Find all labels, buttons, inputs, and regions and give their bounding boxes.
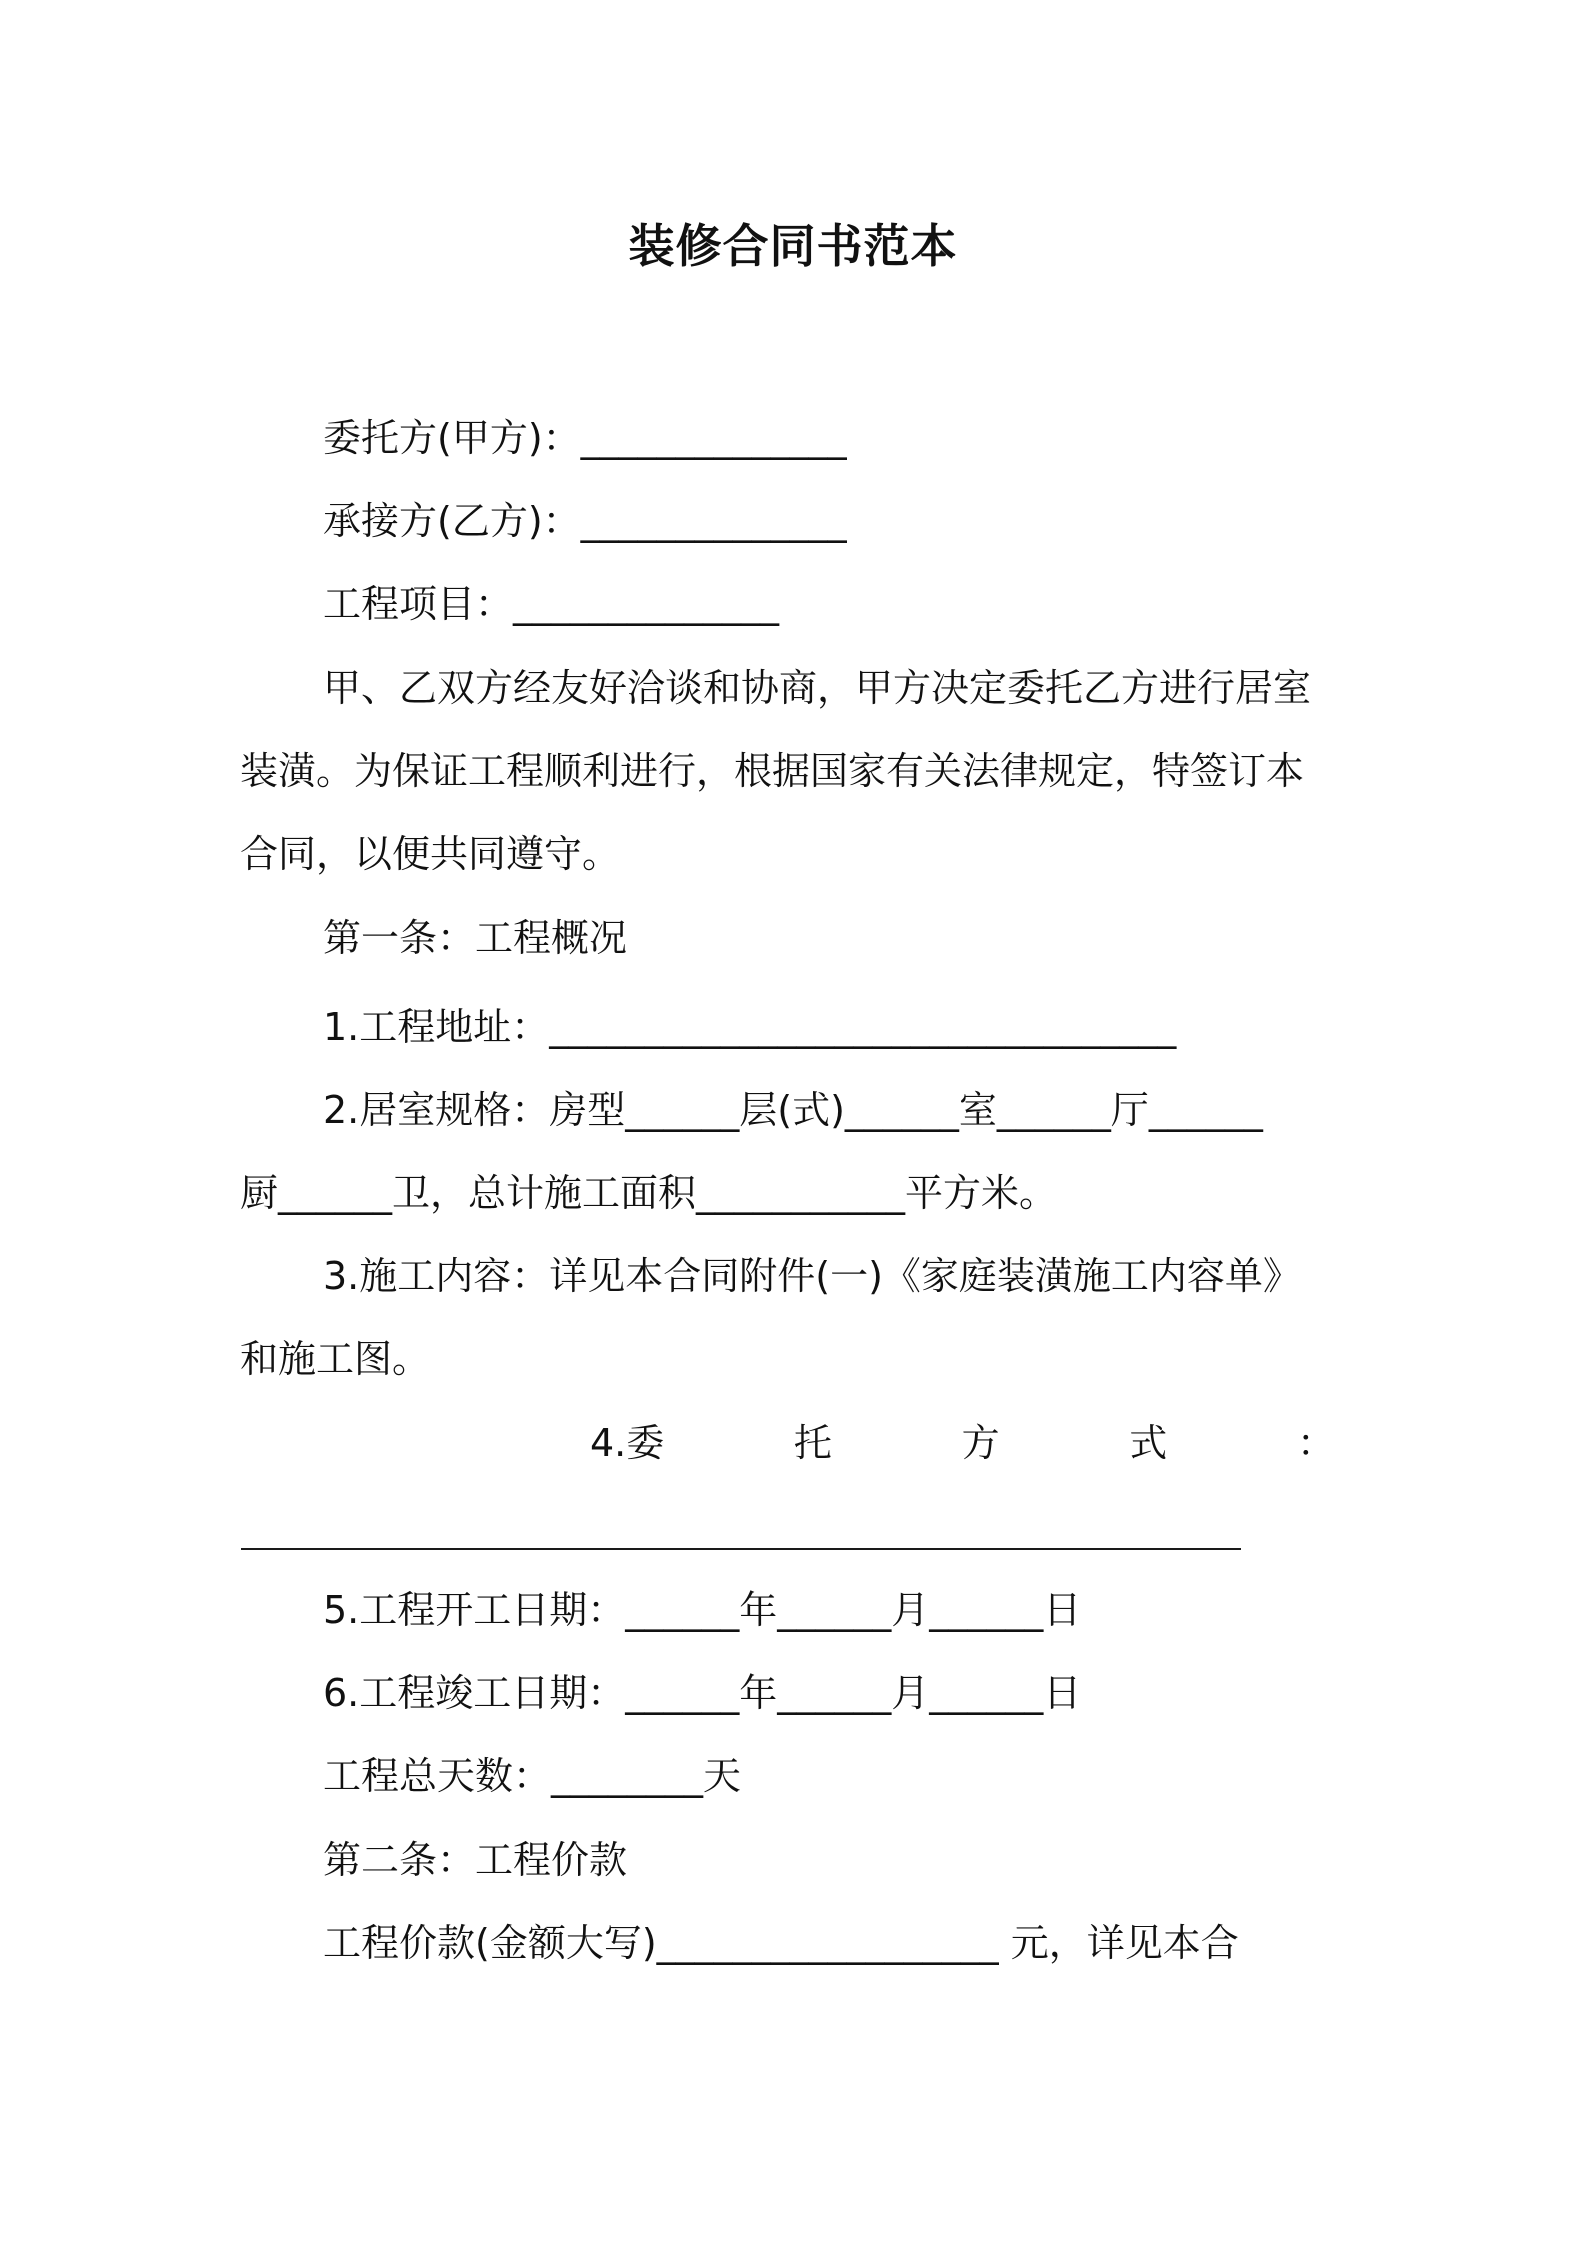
start-date-line: 5.工程开工日期：______年______月______日 xyxy=(323,1588,1082,1632)
commission-method-part: 托 xyxy=(793,1421,832,1465)
project-address-line: 1.工程地址：_________________________________ xyxy=(323,1005,1177,1049)
project-line: 工程项目：______________ xyxy=(323,582,780,626)
preamble-line-1: 甲、乙双方经友好洽谈和协商，甲方决定委托乙方进行居室 xyxy=(323,666,1312,710)
preamble-line-2: 装潢。为保证工程顺利进行，根据国家有关法律规定，特签订本 xyxy=(240,749,1305,793)
article-2-heading: 第二条：工程价款 xyxy=(323,1838,628,1882)
commission-method-part: 方 xyxy=(961,1421,1000,1465)
room-spec-line-1: 2.居室规格：房型______层(式)______室______厅______ xyxy=(323,1088,1263,1132)
completion-date-line: 6.工程竣工日期：______年______月______日 xyxy=(323,1671,1082,1715)
commission-method-part: 式 xyxy=(1129,1421,1168,1465)
contractor-party-line: 承接方(乙方)：______________ xyxy=(323,499,847,543)
total-days-line: 工程总天数：________天 xyxy=(323,1754,742,1798)
client-party-line: 委托方(甲方)：______________ xyxy=(323,416,847,460)
commission-method-line xyxy=(590,1415,1335,1471)
project-price-line: 工程价款(金额大写)__________________ 元，详见本合 xyxy=(323,1921,1239,1965)
construction-content-line-1: 3.施工内容：详见本合同附件(一)《家庭装潢施工内容单》 xyxy=(323,1254,1301,1298)
commission-method-part: ： xyxy=(1296,1421,1335,1465)
article-1-heading: 第一条：工程概况 xyxy=(323,916,628,960)
room-spec-line-2: 厨______卫，总计施工面积___________平方米。 xyxy=(240,1171,1058,1215)
construction-content-line-2: 和施工图。 xyxy=(240,1337,431,1381)
preamble-line-3: 合同，以便共同遵守。 xyxy=(240,832,621,876)
commission-method-blank xyxy=(241,1548,1241,1550)
commission-method-part: 4.委 xyxy=(590,1421,665,1465)
document-title: 装修合同书范本 xyxy=(628,219,958,273)
